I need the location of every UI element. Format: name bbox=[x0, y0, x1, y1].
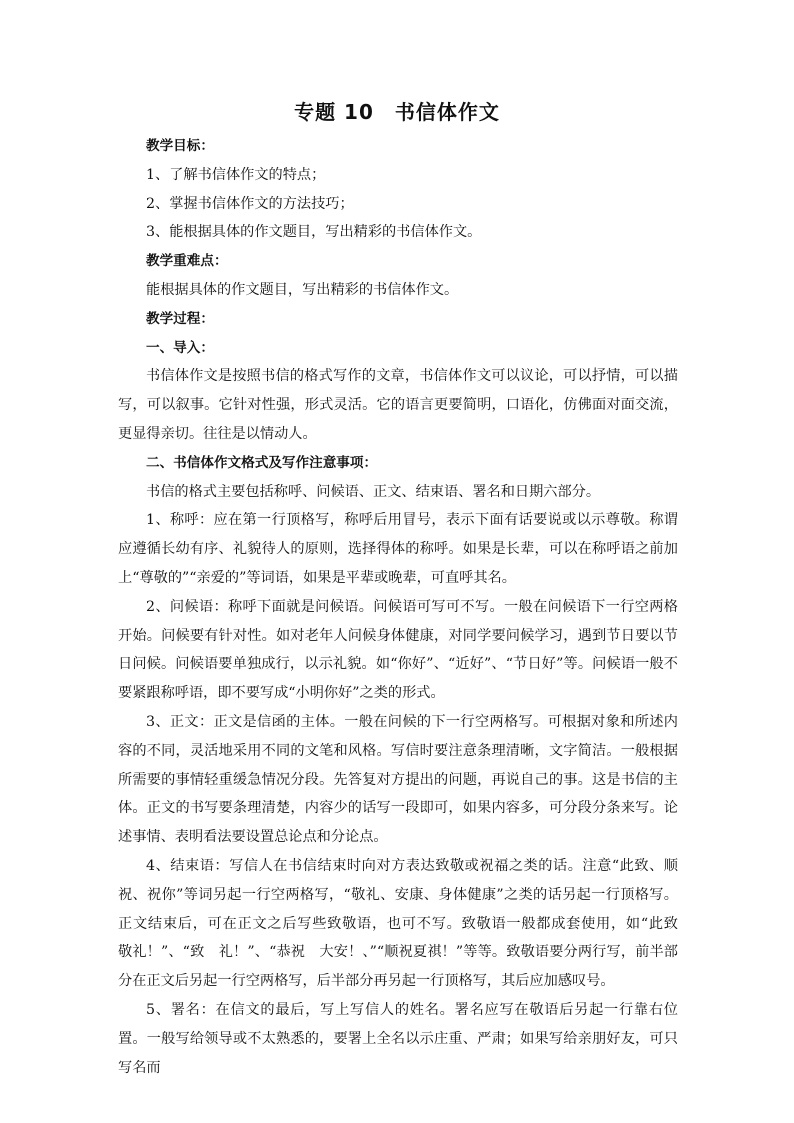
key-points-heading: 教学重难点： bbox=[146, 253, 228, 270]
objectives-heading: 教学目标： bbox=[146, 138, 214, 154]
objective-item: 1、了解书信体作文的特点； bbox=[146, 166, 326, 183]
format-heading: 二、书信体作文格式及写作注意事项： bbox=[146, 454, 378, 471]
format-item-body: 3、正文：正文是信函的主体。一般在问候的下一行空两格写。可根据对象和所述内容的不同，灵活地采用不同的文笔和风格。写信时要注意条理清晰，文字简洁。一般根据所需要的事情轻重缓急情况分段。先答复对方提出的问题，再说自己的事。这是书信的主体。正文的书写要条理清楚，内容少的话写一段即可，如果内容多，可分段分条来写。论述事情、表明看法要设置总论点和分论点。 bbox=[118, 713, 678, 846]
format-item-salutation: 1、称呼：应在第一行顶格写，称呼后用冒号，表示下面有话要说或以示尊敬。称谓应遵循长幼有序、礼貌待人的原则，选择得体的称呼。如果是长辈，可以在称呼语之前加上“尊敬的”“亲爱的”等词语，如果是平辈或晚辈，可直呼其名。 bbox=[118, 512, 678, 586]
page-title: 专题 10 书信体作文 bbox=[294, 100, 500, 124]
intro-paragraph: 书信体作文是按照书信的格式写作的文章，书信体作文可以议论，可以抒情，可以描写，可以叙事。它针对性强，形式灵活。它的语言更要简明，口语化，仿佛面对面交流，更显得亲切。往往是以情动人。 bbox=[118, 368, 678, 442]
objective-item: 3、能根据具体的作文题目，写出精彩的书信体作文。 bbox=[146, 224, 482, 241]
objective-item: 2、掌握书信体作文的方法技巧； bbox=[146, 195, 354, 212]
format-item-greeting: 2、问候语：称呼下面就是问候语。问候语可写可不写。一般在问候语下一行空两格开始。问候要有针对性。如对老年人问候身体健康，对同学要问候学习，遇到节日要以节日问候。问候语要单独成行，以示礼貌。如“你好”、“近好”、“节日好”等。问候语一般不要紧跟称呼语，即不要写成“小明你好”之类的形式。 bbox=[118, 598, 678, 702]
format-intro-paragraph: 书信的格式主要包括称呼、问候语、正文、结束语、署名和日期六部分。 bbox=[146, 483, 601, 500]
key-points-text: 能根据具体的作文题目，写出精彩的书信体作文。 bbox=[146, 281, 459, 298]
process-heading: 教学过程： bbox=[146, 310, 214, 327]
intro-heading: 一、导入： bbox=[146, 339, 214, 356]
document-body bbox=[118, 132, 693, 1082]
format-item-signature: 5、署名：在信文的最后，写上写信人的姓名。署名应写在敬语后另起一行靠右位置。一般写给领导或不太熟悉的，要署上全名以示庄重、严肃；如果写给亲朋好友，可只写名而 bbox=[118, 1001, 678, 1076]
format-item-closing: 4、结束语：写信人在书信结束时向对方表达致敬或祝福之类的话。注意“此致、顺祝、祝你”等词另起一行空两格写，“敬礼、安康、身体健康”之类的话另起一行顶格写。正文结束后，可在正文之后写些致敬语，也可不写。致敬语一般都成套使用，如“此致 敬礼！”、“致 礼！”、“恭祝 大安！、”“顺祝夏祺！”等等。致敬语要分两行写，前半部分在正文后另起一行空两格写，后半部分再另起一行顶格写，其后应加感叹号。 bbox=[118, 857, 693, 990]
